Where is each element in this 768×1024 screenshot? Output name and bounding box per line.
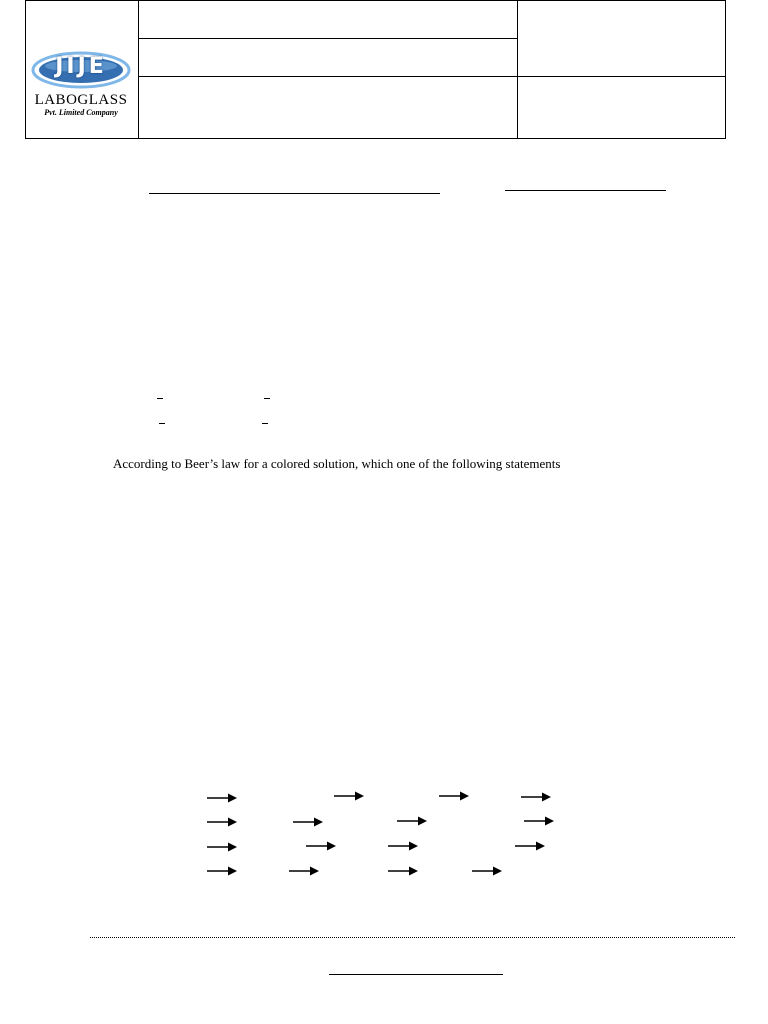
- logo-name: LABOGLASS: [34, 92, 128, 108]
- right-arrow-icon: [515, 840, 545, 852]
- footer-blank-line: [329, 974, 503, 975]
- right-arrow-icon: [293, 816, 323, 828]
- right-arrow-icon: [439, 790, 469, 802]
- dash-mark-3: [159, 423, 165, 424]
- logo-tagline: Pvt. Limited Company: [44, 108, 118, 117]
- logo-brand: JIJE: [55, 54, 107, 79]
- dash-mark-1: [157, 398, 163, 399]
- header-border-right: [725, 0, 726, 139]
- right-arrow-icon: [207, 816, 237, 828]
- right-arrow-icon: [207, 841, 237, 853]
- dash-mark-2: [264, 398, 270, 399]
- header-border-bottom: [25, 138, 726, 139]
- right-arrow-icon: [524, 815, 554, 827]
- title-blank-right: [505, 190, 666, 191]
- footer-dotted-separator: [90, 937, 735, 938]
- dash-mark-4: [262, 423, 268, 424]
- right-arrow-icon: [472, 865, 502, 877]
- right-arrow-icon: [388, 840, 418, 852]
- company-logo: [26, 46, 136, 118]
- title-blank-left: [149, 193, 440, 194]
- right-arrow-icon: [397, 815, 427, 827]
- header-divider-1: [138, 0, 139, 139]
- right-arrow-icon: [207, 865, 237, 877]
- right-arrow-icon: [521, 791, 551, 803]
- header-border-top: [25, 0, 726, 1]
- header-divider-2: [517, 0, 518, 139]
- right-arrow-icon: [289, 865, 319, 877]
- right-arrow-icon: [388, 865, 418, 877]
- right-arrow-icon: [334, 790, 364, 802]
- question-text: According to Beer’s law for a colored solution, which one of the following statements: [113, 456, 561, 471]
- header-row-line-1: [138, 38, 518, 39]
- header-row-line-2: [138, 76, 726, 77]
- right-arrow-icon: [207, 792, 237, 804]
- right-arrow-icon: [306, 840, 336, 852]
